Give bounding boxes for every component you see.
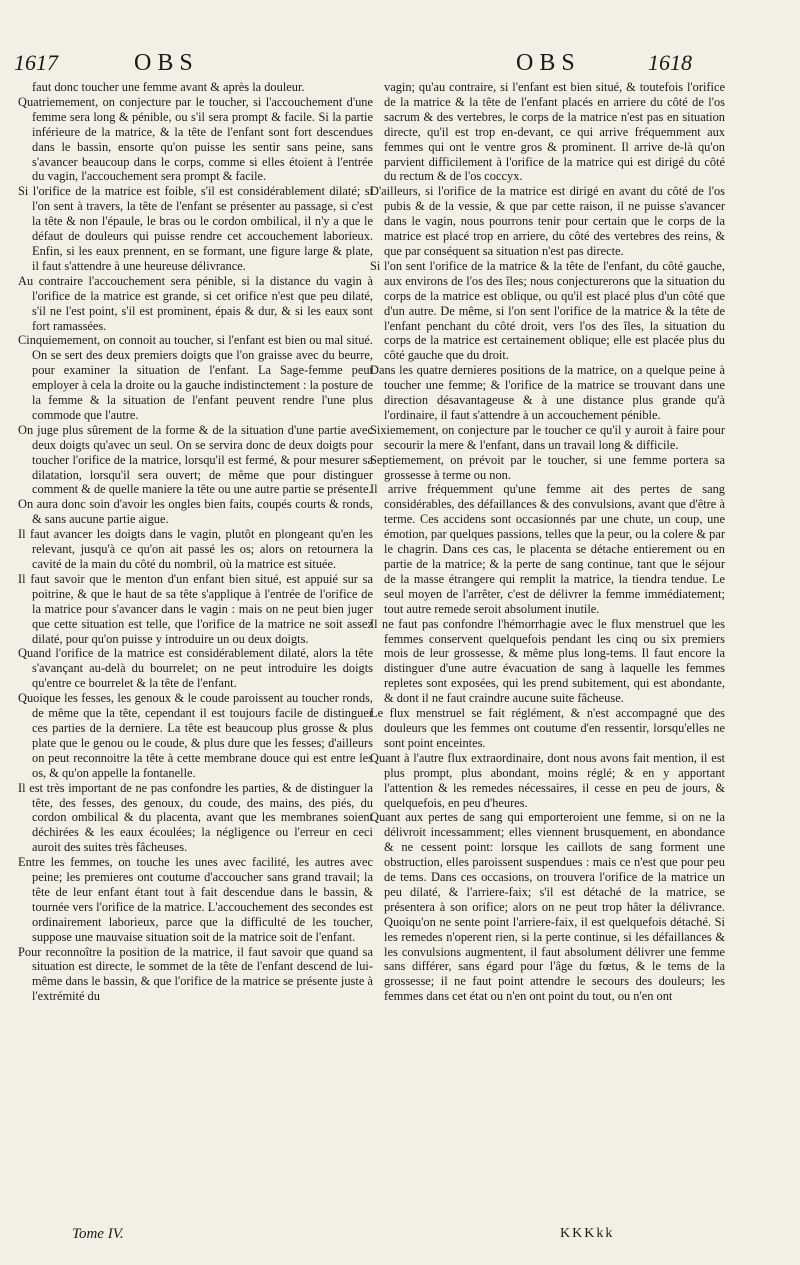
paragraph: Le flux menstruel se fait réglément, & n'est accompagné que des douleurs que les femmes ont coutume d'en ressentir, lorsqu'elles ne sont point enceintes. [370, 706, 725, 750]
paragraph: Il est très important de ne pas confondre les parties, & de distinguer la tête, des fesses, des genoux, du coude, des mains, des piés, du cordon ombilical & du placenta, avant que les membranes soient déchirées & les eaux écoulées; la négligence ou l'erreur en ceci auroit des suites très fâcheuses. [18, 780, 373, 855]
paragraph: D'ailleurs, si l'orifice de la matrice est dirigé en avant du côté de l'os pubis & de la vessie, & que par cette raison, il ne puisse s'avancer dans le vagin, nous pourrons tenir pour certain que le corps de la matrice est placé trop en arriere, du côté des vertebres des reins, & que par conséquent sa situation n'est pas directe. [370, 184, 725, 258]
footer-signature-mark: KKKkk [560, 1226, 615, 1241]
paragraph: On aura donc soin d'avoir les ongles bien faits, coupés courts & ronds, & sans aucune partie aigue. [18, 497, 373, 527]
paragraph: vagin; qu'au contraire, si l'enfant est bien situé, & toutefois l'orifice de la matrice & la tête de l'enfant placés en arriere du côté de l'os sacrum & des vertebres, le corps de la matrice n'est pas en situation directe, qu'il est trop en-devant, ce qui arrive fréquemment aux femmes qui ont le ventre gros & prominent. Il arrive de-là qu'on parvient difficilement à l'orifice de la matrice qui est dirigé du côté du rectum & de l'os coccyx. [384, 80, 725, 184]
paragraph: On juge plus sûrement de la forme & de la situation d'une partie avec deux doigts qu'avec un seul. On se servira donc de deux doigts pour toucher l'orifice de la matrice, lorsqu'il est fermé, & pour mesurer sa dilatation, lorsqu'il sera ouvert; de même que pour distinguer comment & de quelle maniere la tête ou une autre partie se présente. [18, 422, 373, 497]
paragraph: Si l'on sent l'orifice de la matrice & la tête de l'enfant, du côté gauche, aux environs de l'os des îles; nous conjecturerons que la situation du corps de la matrice est oblique, ou qu'il est placé plus d'un côté que d'un autre. De même, si l'on sent l'orifice de la matrice & la tête de l'enfant penchant du côté droit, vers l'os des îles, la situation du corps de la matrice est certainement oblique; elle est placée plus du côté gauche que du droit. [370, 258, 725, 363]
paragraph: Au contraire l'accouchement sera pénible, si la distance du vagin à l'orifice de la matrice est grande, si cet orifice n'est que peu dilaté, s'il ne l'est point, s'il est prominent, épais & dur, & si les eaux sont fort ramassées. [18, 273, 373, 333]
paragraph: Entre les femmes, on touche les unes avec facilité, les autres avec peine; les premieres ont coutume d'accoucher sans grand travail; la tête de leur enfant étant tout à fait descendue dans le bassin, & tournée vers l'orifice de la matrice. L'accouchement des secondes est ordinairement laborieux, parce que la difficulté de les toucher, suppose une mauvaise situation soit de la matrice soit de l'enfant. [18, 855, 373, 944]
header-word-left: OBS [134, 50, 199, 76]
paragraph: Quant à l'autre flux extraordinaire, dont nous avons fait mention, il est plus prompt, plus abondant, moins réglé; & en y apportant l'attention & les remedes nécessaires, il cesse en peu de jours, & quelquefois, en peu d'heures. [370, 750, 725, 810]
paragraph: Il arrive fréquemment qu'une femme ait des pertes de sang considérables, des défaillances & des convulsions, avant que d'être à terme. Ces accidens sont occasionnés par une chute, un coup, une émotion, par quelques passions, telles que la peur, ou la colere & par le chagrin. Dans ces cas, le placenta se détache entierement ou en partie de la matrice; & la perte de sang continue, tant que le séjour de la masse étrangere qui remplit la matrice, la tiendra tendue. Le seul moyen de l'arrêter, c'est de délivrer la femme immédiatement; tout autre remede seroit absolument inutile. [370, 482, 725, 616]
paragraph: Quand l'orifice de la matrice est considérablement dilaté, alors la tête s'avançant au-delà du bourrelet; on ne peut introduire les doigts qu'entre ce bourrelet & la tête de l'enfant. [18, 646, 373, 691]
right-column [370, 80, 725, 1004]
paragraph: Cinquiemement, on connoit au toucher, si l'enfant est bien ou mal situé. On se sert des deux premiers doigts que l'on graisse avec du beurre, pour examiner la situation de l'enfant. La Sage-femme peut employer à cela la droite ou la gauche indistinctement : la posture de la femme & la situation de l'enfant peuvent rendre l'une plus commode que l'autre. [18, 333, 373, 422]
paragraph: Il ne faut pas confondre l'hémorrhagie avec le flux menstruel que les femmes conservent quelquefois pendant les cinq ou six premiers mois de leur grossesse, & même plus long-tems. Il faut encore la distinguer d'une autre évacuation de sang à laquelle les femmes repletes sont exposées, qui les prend subitement, qui est abondante, & dont il ne faut craindre aucune suite fâcheuse. [370, 616, 725, 706]
paragraph: Si l'orifice de la matrice est foible, s'il est considérablement dilaté; si l'on sent à travers, la tête de l'enfant se présenter au passage, si c'est la tête & non l'épaule, le bras ou le cordon ombilical, il n'y a que le défaut de douleurs qui puisse rendre cet accouchement laborieux. Enfin, si les eaux prennent, en se formant, une figure large & plate, il faut s'attendre à une heureuse délivrance. [18, 184, 373, 273]
paragraph: Il faut avancer les doigts dans le vagin, plutôt en plongeant qu'en les relevant, jusqu'à ce qu'on ait passé les os; alors on retournera la cavité de la main du côté du nombril, où la matrice est située. [18, 527, 373, 571]
paragraph: Sixiemement, on conjecture par le toucher ce qu'il y auroit à faire pour secourir la mere & l'enfant, dans un travail long & difficile. [370, 422, 725, 452]
footer-volume: Tome IV. [72, 1226, 124, 1242]
page-number-left: 1617 [14, 50, 58, 75]
left-column [18, 80, 373, 1004]
paragraph: Il faut savoir que le menton d'un enfant bien situé, est appuié sur sa poitrine, & que le haut de sa tête s'applique à l'entrée de l'orifice de la matrice pour s'avancer dans le vagin : mais on ne peut bien juger que cette situation est telle, que l'orifice de la matrice ne soit assez dilaté, pour qu'on puisse y introduire un ou deux doigts. [18, 571, 373, 646]
header-word-right: OBS [516, 50, 581, 76]
paragraph: faut donc toucher une femme avant & après la douleur. [32, 80, 305, 94]
running-header [0, 48, 800, 78]
paragraph: Septiemement, on prévoit par le toucher, si une femme portera sa grossesse à terme ou non. [370, 452, 725, 482]
page-number-right: 1618 [648, 50, 692, 75]
paragraph: Quoique les fesses, les genoux & le coude paroissent au toucher ronds, de même que la tête, cependant il est toujours facile de distinguer ces parties de la derniere. La tête est beaucoup plus grosse & plus plate que le genou ou le coude, & plus dure que les fesses; d'ailleurs on peut reconnoitre la tête à cette membrane douce qui est entre les os, & qu'on appelle la fontanelle. [18, 691, 373, 780]
paragraph: Quant aux pertes de sang qui emporteroient une femme, si on ne la délivroit incessamment; elles viennent brusquement, en abondance & ne cessent point: lorsque les caillots de sang forment une obstruction, elles paroissent suspendues : mais ce n'est que pour peu de tems. Dans ces occasions, on trouvera l'orifice de la matrice un peu dilaté, & l'arriere-faix; s'il est détaché de la matrice, se présentera à son orifice; alors on ne peut trop hâter la délivrance. Quoiqu'on ne sente point l'arriere-faix, il est quelquefois détaché. Si les remedes n'operent rien, si la perte continue, si les défaillances & les convulsions augmentent, il faut absolument délivrer une femme sans différer, sans égard pour l'âge du fœtus, & le tems de la grossesse; il ne faut point attendre le secours des douleurs; les femmes dans cet état ou n'en ont point du tout, ou n'en ont [370, 810, 725, 1004]
paragraph: Dans les quatre dernieres positions de la matrice, on a quelque peine à toucher une femme; & l'orifice de la matrice se trouvant dans une direction désavantageuse & à une distance plus grande qu'à l'ordinaire, il faut s'attendre à un accouchement pénible. [370, 363, 725, 422]
paragraph: Pour reconnoître la position de la matrice, il faut savoir que quand sa situation est directe, le sommet de la tête de l'enfant descend de lui-même dans le bassin, & que l'orifice de la matrice se présente juste à l'extrémité du [18, 944, 373, 1004]
paragraph: Quatriemement, on conjecture par le toucher, si l'accouchement d'une femme sera long & pénible, ou s'il sera prompt & facile. Si la partie inférieure de la matrice, & la tête de l'enfant sont fort descendues dans le bassin, ensorte qu'on puisse les sentir sans peine, sans s'avancer beaucoup dans le corps, comme si elles étoient à l'entrée du vagin, l'accouchement sera prompt & facile. [18, 94, 373, 184]
